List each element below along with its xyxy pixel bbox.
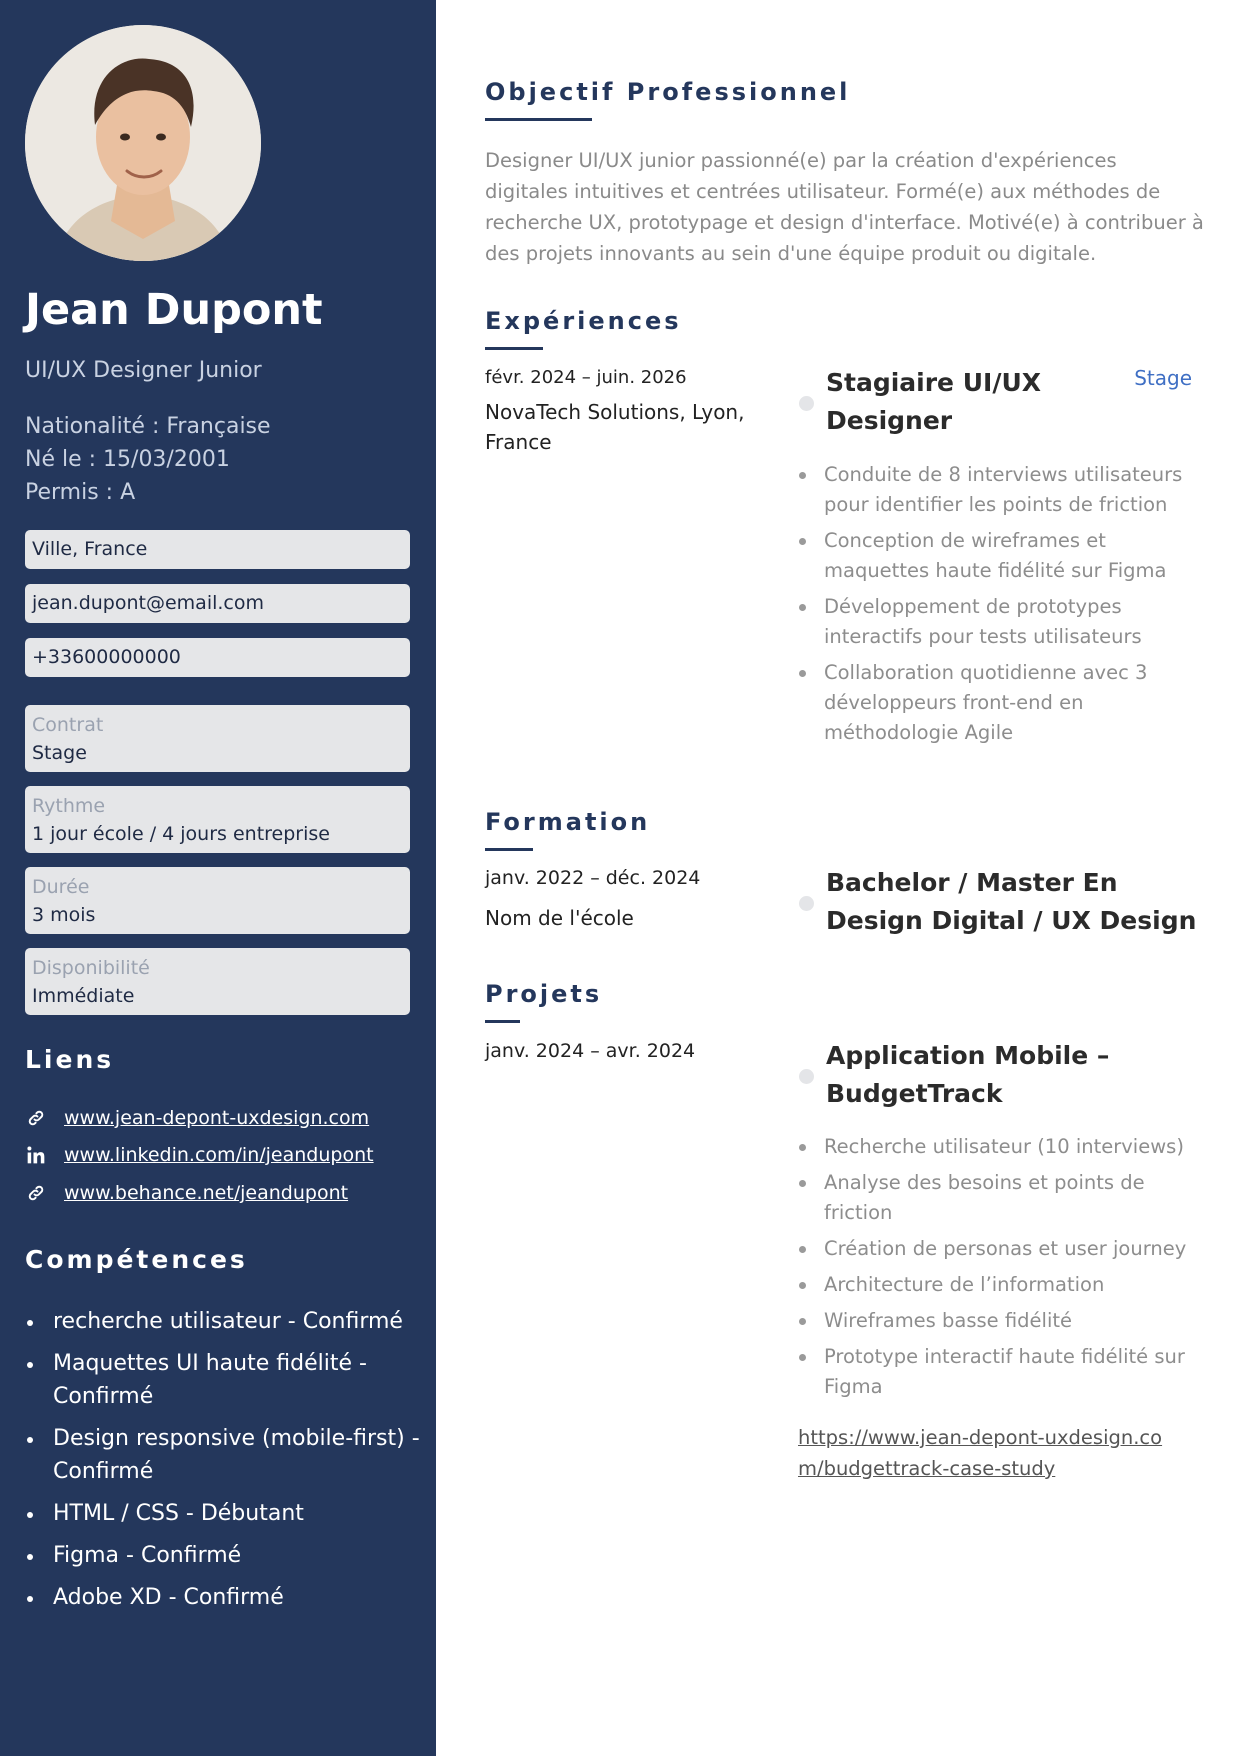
skills-heading: Compétences: [25, 1245, 248, 1274]
skills-list: [25, 1305, 420, 1623]
education-heading: Formation: [485, 808, 651, 836]
experience-bullet: Conception de wireframes et maquettes haute fidélité sur Figma: [798, 526, 1198, 586]
link-website[interactable]: [25, 1103, 369, 1133]
project-date: janv. 2024 – avr. 2024: [485, 1040, 696, 1062]
skill-item: Adobe XD - Confirmé: [25, 1581, 420, 1614]
duration-value: 3 mois: [32, 904, 96, 926]
experience-bullet: Conduite de 8 interviews utilisateurs pour identifier les points de friction: [798, 460, 1198, 520]
experience-bullet: Collaboration quotidienne avec 3 développeurs front-end en méthodologie Agile: [798, 658, 1198, 748]
timeline-dot: [799, 396, 814, 411]
sidebar: [0, 0, 436, 1756]
link-behance[interactable]: [25, 1178, 348, 1208]
projects-underline: [485, 1020, 520, 1023]
experience-company: NovaTech Solutions, Lyon, France: [485, 400, 745, 454]
objective-text: Designer UI/UX junior passionné(e) par la création d'expériences digitales intuitives et centrées utilisateur. Formé(e) aux méthodes de recherche UX, prototypage et design d'interface. Motivé(e) à contribuer à des projets innovants au sein d'une équipe produit ou digitale.: [485, 149, 1204, 265]
contract-value: Stage: [32, 742, 87, 764]
timeline-dot: [799, 896, 814, 911]
rhythm-value: 1 jour école / 4 jours entreprise: [32, 823, 330, 845]
project-case-study-link[interactable]: https://www.jean-depont-uxdesign.com/budgettrack-case-study: [798, 1426, 1163, 1480]
links-heading: Liens: [25, 1045, 115, 1074]
experience-heading: Expériences: [485, 307, 682, 335]
linkedin-icon: [25, 1144, 47, 1166]
experience-bullet: Développement de prototypes interactifs pour tests utilisateurs: [798, 592, 1198, 652]
availability-box: [25, 948, 410, 1015]
experience-underline: [485, 347, 543, 350]
avatar-portrait-icon: [25, 25, 261, 261]
avatar: [25, 25, 261, 261]
objective-heading: Objectif Professionnel: [485, 78, 851, 106]
link-linkedin[interactable]: [25, 1140, 374, 1170]
experience-tag: Stage: [1134, 366, 1192, 390]
location-field: Ville, France: [25, 530, 410, 569]
education-date: janv. 2022 – déc. 2024: [485, 867, 701, 889]
link-icon: [25, 1182, 47, 1204]
duration-label: Durée: [32, 876, 90, 898]
contract-box: [25, 705, 410, 772]
email-field[interactable]: jean.dupont@email.com: [25, 584, 410, 623]
candidate-name: Jean Dupont: [25, 285, 323, 335]
skill-item: Figma - Confirmé: [25, 1539, 420, 1572]
experience-role: Stagiaire UI/UX Designer: [826, 368, 1042, 435]
project-bullet: Création de personas et user journey: [798, 1234, 1198, 1264]
birth-date: Né le : 15/03/2001: [25, 447, 230, 472]
rhythm-label: Rythme: [32, 795, 106, 817]
education-school: Nom de l'école: [485, 906, 634, 930]
experience-bullets: [798, 460, 1198, 754]
projects-heading: Projets: [485, 980, 603, 1008]
project-bullet: Recherche utilisateur (10 interviews): [798, 1132, 1198, 1162]
candidate-title: UI/UX Designer Junior: [25, 358, 262, 383]
link-behance-text[interactable]: www.behance.net/jeandupont: [64, 1182, 349, 1204]
link-icon: [25, 1107, 47, 1129]
project-bullet: Prototype interactif haute fidélité sur Figma: [798, 1342, 1198, 1402]
skill-item: Design responsive (mobile-first) - Confirmé: [25, 1422, 420, 1488]
skill-item: recherche utilisateur - Confirmé: [25, 1305, 420, 1338]
project-bullet: Wireframes basse fidélité: [798, 1306, 1198, 1336]
project-bullet: Analyse des besoins et points de friction: [798, 1168, 1198, 1228]
project-bullet: Architecture de l’information: [798, 1270, 1198, 1300]
phone-field[interactable]: +33600000000: [25, 638, 410, 677]
rhythm-box: [25, 786, 410, 853]
education-underline: [485, 848, 533, 851]
project-title: Application Mobile – BudgetTrack: [826, 1041, 1110, 1108]
education-degree: Bachelor / Master En Design Digital / UX Design: [826, 868, 1197, 935]
experience-date: févr. 2024 – juin. 2026: [485, 367, 687, 388]
timeline-dot: [799, 1069, 814, 1084]
link-linkedin-text[interactable]: www.linkedin.com/in/jeandupont: [64, 1144, 374, 1166]
availability-label: Disponibilité: [32, 957, 150, 979]
link-website-text[interactable]: www.jean-depont-uxdesign.com: [64, 1107, 370, 1129]
duration-box: [25, 867, 410, 934]
objective-underline: [485, 118, 592, 121]
personal-info: [25, 410, 271, 509]
skill-item: Maquettes UI haute fidélité - Confirmé: [25, 1347, 420, 1413]
nationality: Nationalité : Française: [25, 414, 271, 439]
project-bullets: [798, 1132, 1198, 1408]
driving-license: Permis : A: [25, 480, 136, 505]
contract-label: Contrat: [32, 714, 104, 736]
availability-value: Immédiate: [32, 985, 135, 1007]
skill-item: HTML / CSS - Débutant: [25, 1497, 420, 1530]
